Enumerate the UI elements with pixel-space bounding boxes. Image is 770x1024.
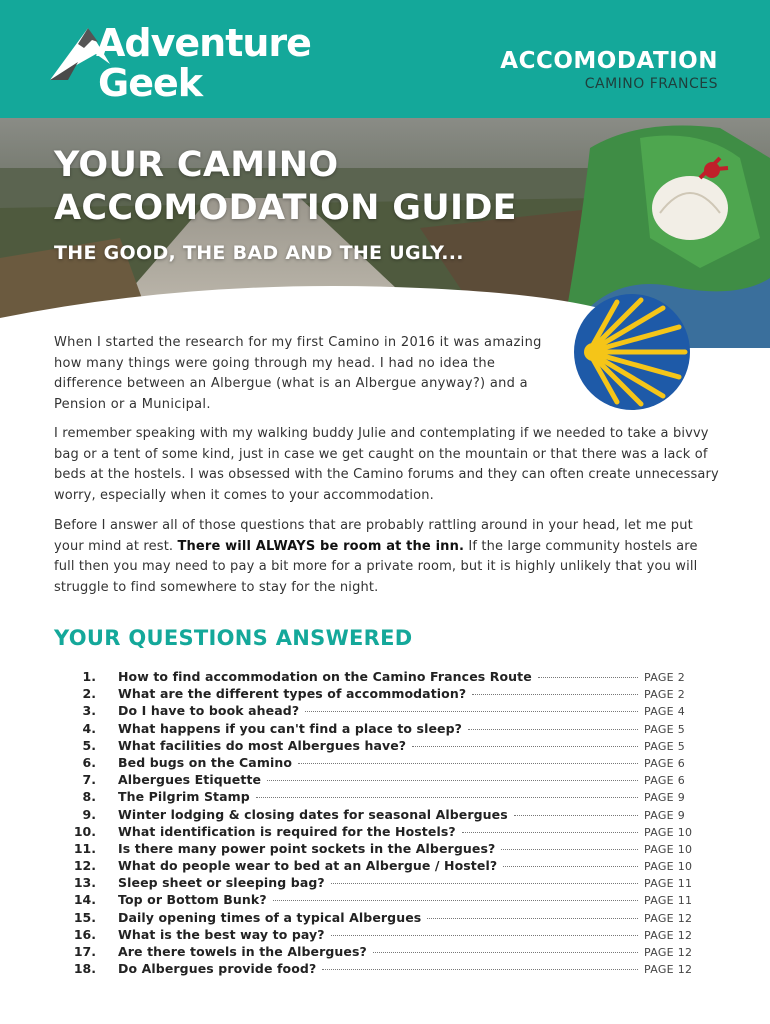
toc-page-number: PAGE 6: [644, 756, 686, 770]
hero-title-line1: YOUR CAMINO: [54, 145, 339, 185]
toc-question-link[interactable]: Sleep sheet or sleeping bag?: [118, 875, 325, 891]
toc-number: 6.: [82, 754, 96, 770]
toc-row[interactable]: [54, 824, 704, 841]
toc-page-number: PAGE 12: [644, 911, 693, 925]
header-banner: [0, 0, 770, 118]
toc-number: 17.: [73, 944, 96, 959]
toc-question-link[interactable]: Top or Bottom Bunk?: [118, 892, 267, 908]
toc-number: 11.: [73, 840, 96, 856]
toc-row[interactable]: [54, 961, 704, 978]
toc-dot-leader: [305, 711, 638, 712]
p3-bold-text: There will ALWAYS be room at the inn.: [177, 538, 465, 554]
toc-row[interactable]: [54, 841, 704, 858]
toc-row[interactable]: [54, 772, 704, 789]
logo-text-geek: Geek: [98, 61, 203, 105]
toc-page-number: PAGE 12: [644, 946, 693, 959]
header-title: ACCOMODATION: [500, 48, 718, 74]
toc-page-number: PAGE 11: [644, 894, 693, 908]
toc-dot-leader: [514, 815, 638, 816]
toc-page-number: PAGE 11: [644, 877, 693, 891]
toc-page-number: PAGE 10: [644, 842, 693, 856]
intro-paragraph-1: When I started the research for my first Camino in 2016 it was amazing how many things were going through my head. I had no idea the difference between an Albergue (what is an Albergue anyway?) and a Pension or a Municipal.: [54, 335, 542, 412]
toc-page-number: PAGE 10: [644, 860, 693, 874]
adventure-geek-logo[interactable]: [48, 21, 348, 105]
header-subtitle: CAMINO FRANCES: [584, 76, 718, 92]
toc-row[interactable]: [54, 669, 704, 686]
toc-question-link[interactable]: What happens if you can't find a place to sleep?: [118, 720, 463, 736]
toc-number: 7.: [82, 772, 96, 788]
toc-row[interactable]: [54, 910, 704, 927]
toc-question-link[interactable]: What identification is required for the Hostels?: [118, 823, 456, 839]
toc-dot-leader: [538, 677, 638, 678]
toc-page-number: PAGE 12: [644, 963, 693, 977]
toc-question-link[interactable]: What are the different types of accommodation?: [118, 686, 467, 702]
toc-dot-leader: [412, 746, 638, 747]
questions-list: [54, 669, 704, 978]
toc-question-link[interactable]: Winter lodging & closing dates for seasonal Albergues: [118, 806, 508, 822]
logo-text-adventure: Adventure: [96, 21, 311, 65]
toc-row[interactable]: [54, 686, 704, 703]
toc-question-link[interactable]: Albergues Etiquette: [118, 772, 262, 788]
toc-number: 15.: [73, 909, 96, 925]
toc-page-number: PAGE 9: [644, 791, 686, 805]
toc-number: 4.: [82, 720, 96, 736]
toc-question-link[interactable]: What do people wear to bed at an Albergue / Hostel?: [118, 858, 498, 874]
toc-number: 16.: [73, 926, 96, 942]
questions-section-title: YOUR QUESTIONS ANSWERED: [54, 626, 413, 650]
toc-dot-leader: [427, 918, 638, 919]
toc-dot-leader: [256, 797, 638, 798]
intro-paragraph-2: I remember speaking with my walking buddy Julie and contemplating if we needed to take a bivvy bag or a tent of some kind, just in case we get caught on the mountain or that there was a lack of beds at the hostels. I was obsessed with the Camino forums and they can often create unnecessary worry, especially when it comes to your accommodation.: [54, 426, 719, 503]
toc-dot-leader: [468, 729, 638, 730]
toc-row[interactable]: [54, 721, 704, 738]
toc-number: 18.: [73, 961, 96, 977]
toc-page-number: PAGE 2: [644, 688, 686, 702]
toc-dot-leader: [503, 866, 638, 867]
toc-number: 3.: [82, 703, 96, 719]
hero-title-line2: ACCOMODATION GUIDE: [54, 187, 517, 228]
scallop-shell-icon: [567, 292, 697, 412]
toc-dot-leader: [267, 780, 638, 781]
hero-subtitle: THE GOOD, THE BAD AND THE UGLY...: [54, 242, 464, 264]
toc-dot-leader: [472, 694, 638, 695]
toc-page-number: PAGE 4: [644, 705, 686, 719]
toc-dot-leader: [331, 883, 638, 884]
toc-page-number: PAGE 5: [644, 722, 686, 736]
toc-row[interactable]: [54, 892, 704, 909]
toc-row[interactable]: [54, 738, 704, 755]
toc-question-link[interactable]: The Pilgrim Stamp: [118, 789, 250, 805]
toc-page-number: PAGE 2: [644, 671, 686, 684]
toc-question-link[interactable]: What is the best way to pay?: [118, 926, 325, 942]
toc-row[interactable]: [54, 703, 704, 720]
toc-number: 1.: [82, 669, 96, 684]
toc-question-link[interactable]: Is there many power point sockets in the Albergues?: [118, 840, 496, 856]
toc-question-link[interactable]: Daily opening times of a typical Albergues: [118, 909, 422, 925]
toc-question-link[interactable]: Do I have to book ahead?: [118, 703, 300, 719]
p3-text-after: If the large community hostels are full then you may need to pay a bit more for a private room, but it is highly unlikely that you will struggle to find somewhere to stay for the night.: [54, 538, 698, 595]
intro-paragraph-3: [54, 516, 720, 598]
toc-row[interactable]: [54, 858, 704, 875]
toc-row[interactable]: [54, 755, 704, 772]
toc-row[interactable]: [54, 789, 704, 806]
toc-number: 13.: [73, 875, 96, 891]
toc-dot-leader: [322, 969, 638, 970]
toc-question-link[interactable]: Do Albergues provide food?: [118, 961, 317, 977]
toc-dot-leader: [273, 900, 638, 901]
toc-number: 12.: [73, 858, 96, 874]
toc-question-link[interactable]: Are there towels in the Albergues?: [118, 944, 367, 959]
toc-row[interactable]: [54, 807, 704, 824]
toc-question-link[interactable]: How to find accommodation on the Camino Frances Route: [118, 669, 532, 684]
toc-page-number: PAGE 5: [644, 739, 686, 753]
toc-number: 5.: [82, 737, 96, 753]
toc-dot-leader: [462, 832, 638, 833]
toc-question-link[interactable]: What facilities do most Albergues have?: [118, 737, 407, 753]
toc-number: 10.: [73, 823, 96, 839]
toc-page-number: PAGE 10: [644, 825, 693, 839]
p3-text-before: Before I answer all of those questions that are probably rattling around in your head, let me put your mind at rest.: [54, 518, 693, 554]
toc-row[interactable]: [54, 927, 704, 944]
hero-title: [54, 144, 517, 229]
toc-number: 8.: [82, 789, 96, 805]
toc-page-number: PAGE 9: [644, 808, 686, 822]
toc-dot-leader: [501, 849, 638, 850]
toc-page-number: PAGE 12: [644, 928, 693, 942]
toc-page-number: PAGE 6: [644, 774, 686, 788]
toc-dot-leader: [373, 952, 638, 953]
toc-number: 2.: [82, 686, 96, 702]
toc-number: 9.: [82, 806, 96, 822]
toc-dot-leader: [331, 935, 638, 936]
toc-row[interactable]: [54, 944, 704, 961]
toc-row[interactable]: [54, 875, 704, 892]
toc-number: 14.: [73, 892, 96, 908]
toc-question-link[interactable]: Bed bugs on the Camino: [118, 754, 293, 770]
toc-dot-leader: [298, 763, 638, 764]
